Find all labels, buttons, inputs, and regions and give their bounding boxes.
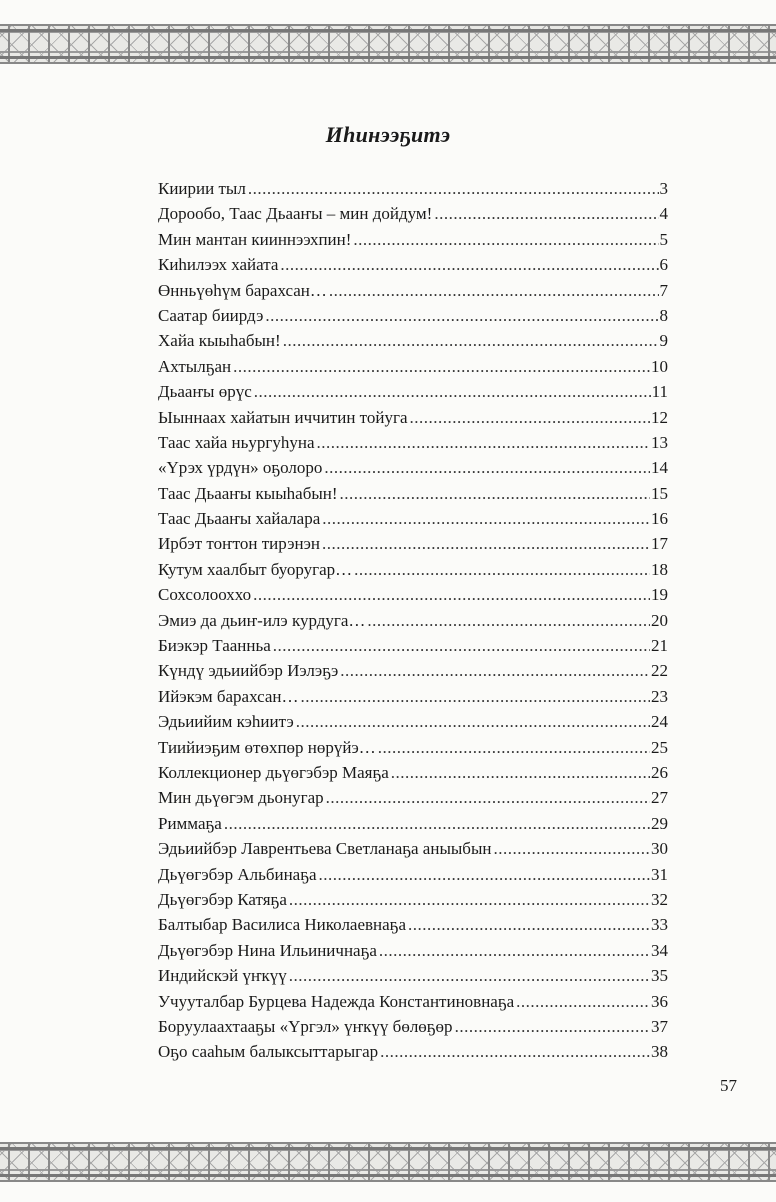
toc-entry-title: Биэкэр Таанньа [158,636,271,656]
toc-entry [158,481,668,506]
toc-entry-title: Балтыбар Василиса Николаевнаҕа [158,915,406,935]
toc-entry-page: 17 [651,534,668,554]
toc-entry-title: Оҕо сааһым балыксыттарыгар [158,1042,379,1062]
toc-entry-page: 29 [651,813,668,833]
toc-entry-title: Дьүөгэбэр Альбинаҕа [158,864,317,884]
toc-entry-page: 5 [659,229,668,249]
dot-leader [233,354,650,379]
toc-entry-page: 12 [651,407,668,427]
toc-entry-title: Эмиэ да дьиҥ-илэ курдуга… [158,610,366,630]
toc-entry-page: 37 [651,1016,668,1036]
toc-entry-page: 15 [651,483,668,503]
toc-entry-page: 24 [651,712,668,732]
dot-leader [254,379,651,404]
toc-entry [158,1039,668,1064]
table-of-contents [158,176,668,1065]
toc-entry [158,252,668,277]
toc-entry-title: Таас Дьааҥы хайалара [158,509,321,529]
toc-entry-page: 19 [651,585,668,605]
dot-leader [324,455,650,480]
toc-entry-page: 4 [659,204,668,224]
toc-entry-title: Киирии тыл [158,179,246,198]
toc-entry [158,455,668,480]
dot-leader [289,963,650,988]
toc-entry-title: Дьүөгэбэр Катяҕа [158,889,287,909]
toc-entry-title: Индийскэй үҥкүү [158,966,287,986]
toc-entry [158,506,668,531]
dot-leader [367,608,650,633]
dot-leader [322,506,650,531]
toc-entry-title: Дорообо, Таас Дьааҥы – мин дойдум! [158,204,433,224]
toc-entry [158,760,668,785]
toc-entry-page: 9 [659,331,668,351]
toc-entry-page: 27 [651,788,668,808]
toc-entry [158,862,668,887]
toc-entry-title: Таас хайа ньургуһуна [158,432,315,452]
toc-entry-page: 32 [651,889,668,909]
dot-leader [516,989,650,1014]
toc-entry-title: Сохсолооххо [158,585,252,605]
toc-entry [158,328,668,353]
toc-entry-page: 13 [651,432,668,452]
toc-entry-title: Ыыннаах хайатын иччитин тойуга [158,407,408,427]
dot-leader [391,760,650,785]
dot-leader [354,557,650,582]
toc-entry [158,1014,668,1039]
dot-leader [289,887,650,912]
dot-leader [253,582,650,607]
toc-entry [158,608,668,633]
top-ornament-border [0,24,776,64]
toc-entry-page: 34 [651,940,668,960]
dot-leader [224,811,650,836]
page-title: Иһинээҕитэ [325,122,451,147]
dot-leader [317,430,650,455]
toc-entry [158,989,668,1014]
dot-leader [455,1014,650,1039]
dot-leader [340,658,650,683]
toc-entry [158,201,668,226]
toc-entry-page: 30 [651,839,668,859]
toc-entry-page: 35 [651,966,668,986]
toc-entry-page: 25 [651,737,668,757]
toc-entry [158,227,668,252]
dot-leader [493,836,650,861]
dot-leader [319,862,650,887]
toc-entry-title: Саатар биирдэ [158,305,264,325]
toc-entry-page: 36 [651,991,668,1011]
toc-entry [158,811,668,836]
dot-leader [434,201,658,226]
toc-entry-page: 11 [651,382,668,402]
toc-entry-page: 14 [651,458,668,478]
toc-entry-title: Мин мантан кииннээхпин! [158,229,352,249]
toc-entry [158,938,668,963]
dot-leader [301,684,650,709]
toc-entry [158,887,668,912]
toc-entry-title: Кутум хаалбыт буоругар… [158,559,353,579]
dot-leader [326,785,650,810]
toc-entry-title: Эдьиийбэр Лаврентьева Светланаҕа аныыбын [158,839,492,859]
toc-entry-title: Күндү эдьиийбэр Иэлэҕэ [158,661,339,681]
toc-entry-page: 31 [651,864,668,884]
toc-entry-page: 6 [659,255,668,275]
toc-entry-title: Эдьиийим кэһиитэ [158,712,294,732]
toc-entry [158,735,668,760]
dot-leader [378,735,650,760]
toc-entry-page: 18 [651,559,668,579]
dot-leader [296,709,650,734]
toc-entry-title: Тиийиэҕим өтөхпөр нөрүйэ… [158,737,376,757]
toc-entry-title: Өнньүөһүм барахсан… [158,280,327,300]
toc-entry-page: 16 [651,509,668,529]
toc-entry-title: Киһилээх хайата [158,255,279,275]
toc-entry-title: Хайа кыыһабын! [158,331,281,351]
toc-entry-page: 33 [651,915,668,935]
toc-entry-title: Ирбэт тоҥтон тирэнэн [158,534,320,554]
toc-entry [158,633,668,658]
toc-entry [158,836,668,861]
toc-entry [158,963,668,988]
toc-entry [158,405,668,430]
toc-entry-title: Учууталбар Бурцева Надежда Константиновнаҕа [158,991,515,1011]
dot-leader [408,912,650,937]
page-number: 57 [720,1076,737,1095]
toc-entry-page: 8 [659,305,668,325]
bottom-ornament-border [0,1142,776,1182]
toc-entry [158,912,668,937]
toc-entry [158,709,668,734]
toc-entry-title: Ахтылҕан [158,356,232,376]
toc-entry [158,582,668,607]
toc-entry [158,785,668,810]
toc-entry-title: Таас Дьааҥы кыыһабын! [158,483,338,503]
toc-entry-title: Дьүөгэбэр Нина Ильиничнаҕа [158,940,377,960]
dot-leader [340,481,650,506]
toc-entry [158,354,668,379]
toc-entry-title: Ийэкэм барахсан… [158,686,299,706]
toc-entry [158,430,668,455]
dot-leader [283,328,659,353]
toc-entry [158,379,668,404]
dot-leader [410,405,651,430]
dot-leader [280,252,658,277]
toc-entry-title: Дьааҥы өрүс [158,382,252,402]
dot-leader [329,278,659,303]
dot-leader [379,938,650,963]
dot-leader [248,176,659,201]
toc-entry-page: 38 [651,1042,668,1062]
dot-leader [322,531,650,556]
dot-leader [273,633,650,658]
toc-entry [158,557,668,582]
toc-entry-page: 21 [651,636,668,656]
toc-entry-title: Боруулаахтааҕы «Үргэл» үҥкүү бөлөҕөр [158,1016,453,1036]
toc-entry [158,176,668,201]
toc-entry-page: 23 [651,686,668,706]
toc-entry-page: 26 [651,762,668,782]
toc-entry-page: 3 [659,179,668,198]
toc-entry [158,303,668,328]
toc-entry-page: 10 [651,356,668,376]
toc-entry-title: Риммаҕа [158,813,222,833]
toc-entry [158,531,668,556]
toc-entry-title: Мин дьүөгэм дьонугар [158,788,324,808]
toc-entry-title: «Үрэх үрдүн» оҕолоро [158,458,323,478]
toc-entry [158,684,668,709]
dot-leader [265,303,658,328]
toc-entry-page: 22 [651,661,668,681]
dot-leader [380,1039,650,1064]
toc-entry-page: 20 [651,610,668,630]
toc-entry [158,278,668,303]
toc-entry-page: 7 [659,280,668,300]
toc-entry [158,658,668,683]
toc-entry-title: Коллекционер дьүөгэбэр Маяҕа [158,762,389,782]
dot-leader [353,227,658,252]
